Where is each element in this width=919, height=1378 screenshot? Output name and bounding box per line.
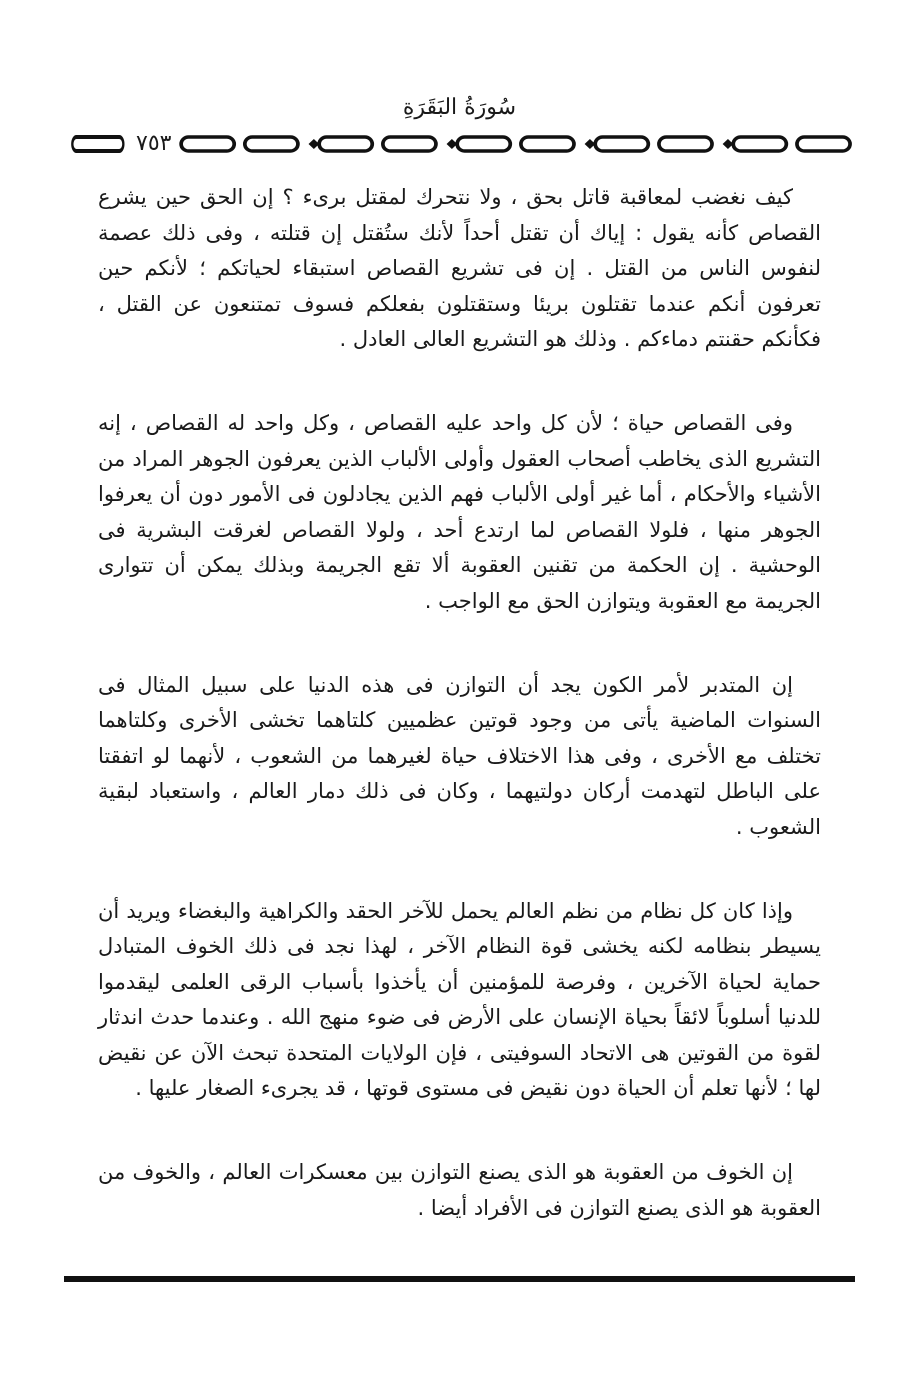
body-text [98,180,821,1226]
paragraph-1: كيف نغضب لمعاقبة قاتل بحق ، ولا نتحرك لمقتل برىء ؟ إن الحق حين يشرع القصاص كأنه يقول : إياك أن تقتل أحداً لأنك ستُقتل إن قتلته ، وفى ذلك عصمة لنفوس الناس من القتل . إن فى تشريع القصاص استبقاء لحياتكم ؛ لأنكم حين تعرفون أنكم عندما تقتلون بريئا وستقتلون بفعلكم فسوف تمتنعون عن القتل ، فكأنكم حقنتم دماءكم . وذلك هو التشريع العالى العادل . [98,185,821,352]
paragraph-3: إن المتدبر لأمر الكون يجد أن التوازن فى هذه الدنيا على سبيل المثال فى السنوات الماضية يأتى من وجود قوتين عظميين كلتاهما تخشى الأخرى وكلتاهما تختلف مع الأخرى ، وفى هذا الاختلاف حياة لغيرهما من الشعوب ، لأنهما لو اتفقتا على الباطل لتهدمت أركان دولتيهما ، وكان فى ذلك دمار العالم ، واستعباد لبقية الشعوب . [98,672,821,839]
footer-rule [64,1276,855,1282]
paragraph-2: وفى القصاص حياة ؛ لأن كل واحد عليه القصاص ، وكل واحد له القصاص ، إنه التشريع الذى يخاطب أصحاب العقول وأولى الألباب الذين يعرفون الجوهر المراد من الأشياء والأحكام ، أما غير أولى الألباب فهم الذين يجادلون فى الأمور دون أن يعرفوا الجوهر منها ، فلولا القصاص لما ارتدع أحد ، ولولا القصاص لغرقت البشرية فى الوحشية . إن الحكمة من تقنين العقوبة ألا تقع الجريمة وبذلك يمكن أن تتوارى الجريمة مع العقوبة ويتوازن الحق مع الواجب . [98,410,821,613]
ornamental-chain-left [70,131,128,157]
surah-title: سُورَةُ البَقَرَةِ [402,95,517,120]
ornamental-chain-right [179,131,859,157]
paragraph-5: إن الخوف من العقوبة هو الذى يصنع التوازن بين معسكرات العالم ، والخوف من العقوبة هو الذى يصنع التوازن فى الأفراد أيضا . [98,1160,821,1220]
page-header [60,95,859,165]
paragraph-4: وإذا كان كل نظام من نظم العالم يحمل للآخر الحقد والكراهية والبغضاء ويريد أن يسيطر بنظامه لكنه يخشى قوة النظام الآخر ، لهذا نجد فى ذلك الخوف المتبادل حماية لحياة الآخرين ، وفرصة للمؤمنين أن يأخذوا بأسباب الرقى العلمى ليقدموا للدنيا أسلوباً لائقاً بحياة الإنسان على الأرض فى ضوء منهج الله . وعندما حدث اندثار لقوة من القوتين هى الاتحاد السوفيتى ، فإن الولايات المتحدة تبحث الآن عن نقيض لها ؛ لأنها تعلم أن الحياة دون نقيض فى مستوى قوتها ، قد يجرىء الصغار عليها . [98,898,821,1101]
page-number: ٧٥٣ [136,131,172,156]
ornament-row [70,131,859,157]
